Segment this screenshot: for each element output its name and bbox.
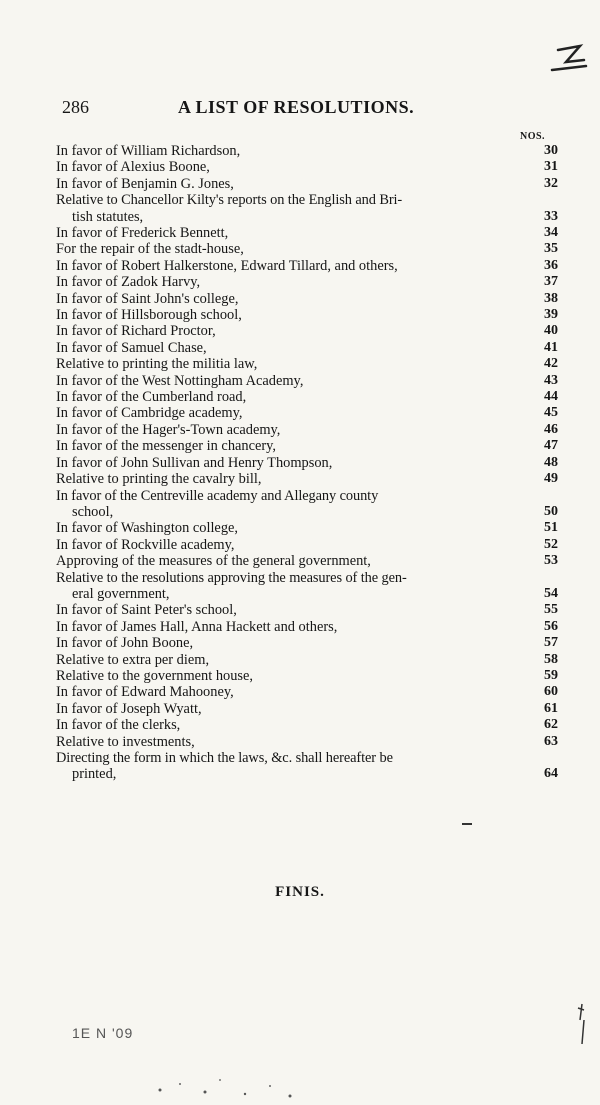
list-item <box>56 225 560 241</box>
resolution-title: In favor of the Centreville academy and Allegany county <box>56 487 379 504</box>
resolution-title: In favor of the Hager's-Town academy, <box>56 421 281 438</box>
resolution-title: Relative to the resolutions approving the measures of the gen- <box>56 569 407 586</box>
resolution-number: 40 <box>544 323 558 339</box>
list-item <box>56 734 560 750</box>
resolution-title: In favor of John Sullivan and Henry Thompson, <box>56 454 333 471</box>
resolution-title: Directing the form in which the laws, &c. shall hereafter be <box>56 749 393 766</box>
resolution-number: 59 <box>544 667 558 683</box>
resolution-title: In favor of William Richardson, <box>56 143 241 159</box>
resolution-number: 57 <box>544 635 558 651</box>
resolution-number: 45 <box>544 405 558 421</box>
resolution-title: In favor of Saint Peter's school, <box>56 602 237 619</box>
resolution-number: 63 <box>544 733 558 749</box>
list-item <box>56 652 560 668</box>
resolution-number: 64 <box>544 766 558 782</box>
list-item <box>56 701 560 717</box>
resolution-number: 54 <box>544 585 558 601</box>
resolution-number: 39 <box>544 307 558 323</box>
resolution-title: Relative to Chancellor Kilty's reports on the English and Bri- <box>56 192 403 209</box>
resolution-number: 32 <box>544 175 558 191</box>
resolution-title: In favor of Samuel Chase, <box>56 339 207 356</box>
resolution-title: Relative to printing the cavalry bill, <box>56 471 262 488</box>
resolution-title: Relative to the government house, <box>56 667 254 684</box>
list-item <box>56 389 560 405</box>
resolution-number: 56 <box>544 618 558 634</box>
list-item <box>56 405 560 421</box>
date-stamp: 1E N '09 <box>72 1025 134 1041</box>
list-item <box>56 602 560 618</box>
ink-mark-icon <box>546 40 592 80</box>
resolution-title: In favor of Edward Mahooney, <box>56 684 234 701</box>
running-title: A LIST OF RESOLUTIONS. <box>178 97 415 117</box>
margin-mark-icon <box>574 1000 594 1050</box>
list-item <box>56 717 560 733</box>
list-item <box>56 488 560 521</box>
resolution-title: In favor of Hillsborough school, <box>56 307 242 324</box>
resolution-title: In favor of Robert Halkerstone, Edward Tillard, and others, <box>56 257 398 274</box>
list-item <box>56 159 560 175</box>
list-item <box>56 274 560 290</box>
resolution-title: In favor of the West Nottingham Academy, <box>56 372 304 389</box>
resolution-title: In favor of the Cumberland road, <box>56 389 247 406</box>
numbers-column-heading: NOS. <box>520 131 546 142</box>
list-item <box>56 570 560 603</box>
resolution-title: In favor of Cambridge academy, <box>56 405 243 422</box>
resolution-number: 60 <box>544 684 558 700</box>
resolution-title: In favor of Saint John's college, <box>56 290 239 307</box>
list-item <box>56 323 560 339</box>
end-rule <box>462 823 472 825</box>
page-header <box>60 97 540 123</box>
resolution-number: 35 <box>544 241 558 257</box>
resolution-number: 62 <box>544 717 558 733</box>
resolution-title: In favor of Washington college, <box>56 520 239 537</box>
resolution-number: 30 <box>544 143 558 158</box>
resolution-number: 61 <box>544 700 558 716</box>
resolution-number: 31 <box>544 159 558 175</box>
list-item <box>56 619 560 635</box>
resolution-number: 42 <box>544 356 558 372</box>
resolution-number: 50 <box>544 503 558 519</box>
resolution-number: 33 <box>544 208 558 224</box>
list-item <box>56 176 560 192</box>
list-item <box>56 668 560 684</box>
resolution-title: Relative to investments, <box>56 733 195 750</box>
list-item <box>56 537 560 553</box>
resolution-title-continuation: eral government, <box>72 585 170 602</box>
resolution-title: Relative to extra per diem, <box>56 651 210 668</box>
resolution-number: 53 <box>544 553 558 569</box>
list-item <box>56 192 560 225</box>
resolution-title: In favor of Joseph Wyatt, <box>56 700 202 717</box>
resolution-number: 38 <box>544 290 558 306</box>
resolution-number: 43 <box>544 372 558 388</box>
list-item <box>56 356 560 372</box>
list-item <box>56 455 560 471</box>
resolution-title: In favor of Alexius Boone, <box>56 159 210 176</box>
resolution-title: In favor of Frederick Bennett, <box>56 225 229 242</box>
resolution-number: 41 <box>544 339 558 355</box>
paper-specks-icon <box>150 1070 310 1100</box>
resolution-title: For the repair of the stadt-house, <box>56 241 244 258</box>
list-item <box>56 340 560 356</box>
resolution-number: 36 <box>544 257 558 273</box>
finis-text: FINIS. <box>275 884 325 900</box>
list-item <box>56 291 560 307</box>
resolution-title: In favor of Zadok Harvy, <box>56 274 201 291</box>
resolution-number: 37 <box>544 274 558 290</box>
resolution-number: 44 <box>544 389 558 405</box>
resolution-title: In favor of the messenger in chancery, <box>56 438 277 455</box>
resolution-title: In favor of Richard Proctor, <box>56 323 216 340</box>
resolution-title-continuation: school, <box>72 503 114 520</box>
list-item <box>56 520 560 536</box>
resolution-title: In favor of Benjamin G. Jones, <box>56 175 234 192</box>
resolution-title: In favor of James Hall, Anna Hackett and others, <box>56 618 338 635</box>
list-item <box>56 307 560 323</box>
list-item <box>56 438 560 454</box>
resolution-title: In favor of John Boone, <box>56 635 194 652</box>
list-item <box>56 684 560 700</box>
resolution-number: 55 <box>544 602 558 618</box>
list-item <box>56 635 560 651</box>
resolution-list <box>56 143 560 783</box>
list-item <box>56 750 560 783</box>
list-item <box>56 241 560 257</box>
resolution-title: In favor of the clerks, <box>56 717 181 734</box>
resolution-number: 52 <box>544 536 558 552</box>
resolution-title: Relative to printing the militia law, <box>56 356 258 373</box>
list-item <box>56 258 560 274</box>
resolution-number: 34 <box>544 225 558 241</box>
resolution-number: 51 <box>544 520 558 536</box>
resolution-number: 47 <box>544 438 558 454</box>
resolution-number: 58 <box>544 651 558 667</box>
resolution-title: Approving of the measures of the general government, <box>56 553 371 570</box>
resolution-number: 48 <box>544 454 558 470</box>
list-item <box>56 471 560 487</box>
resolution-title-continuation: printed, <box>72 766 117 783</box>
resolution-number: 49 <box>544 471 558 487</box>
list-item <box>56 373 560 389</box>
resolution-number: 46 <box>544 421 558 437</box>
resolution-title: In favor of Rockville academy, <box>56 536 235 553</box>
list-item <box>56 553 560 569</box>
list-item <box>56 143 560 159</box>
list-item <box>56 422 560 438</box>
resolution-title-continuation: tish statutes, <box>72 208 144 225</box>
page-number: 286 <box>62 97 89 117</box>
